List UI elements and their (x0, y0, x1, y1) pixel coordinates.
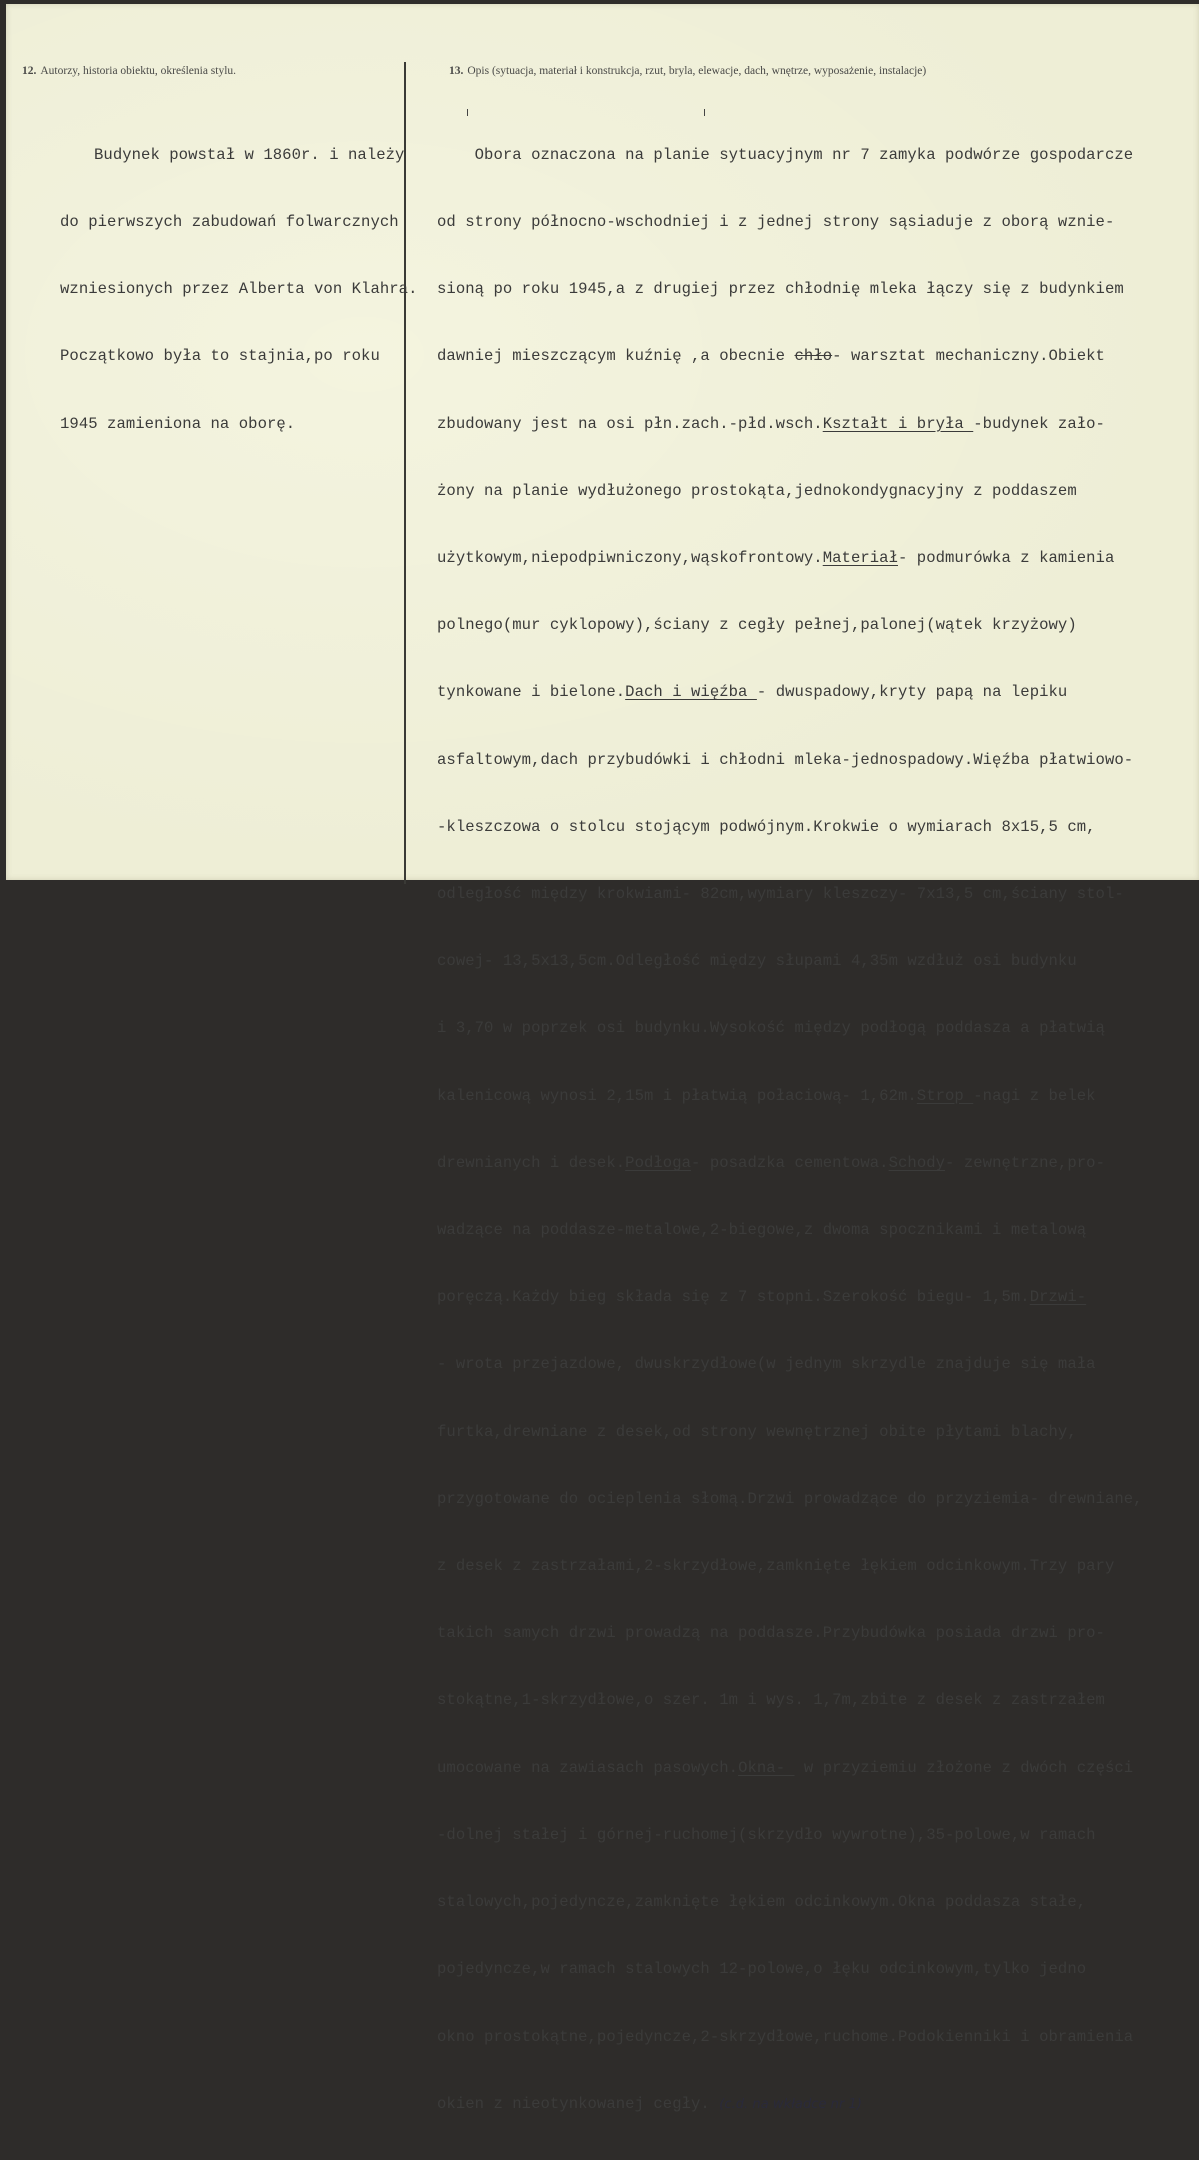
text-line (437, 1891, 1143, 1913)
text-line (437, 144, 1143, 166)
text-line (437, 1353, 1143, 1375)
comma-mark (704, 109, 705, 116)
text-line (437, 413, 1143, 435)
underlined-keyword: Dach i więźba (625, 683, 757, 702)
text-line: 1945 zamieniona na oborę. (60, 414, 296, 433)
section-13-heading (449, 65, 926, 77)
text-segment: w przyziemiu złożone z dwóch części (794, 1758, 1134, 1777)
text-line (437, 1017, 1143, 1039)
text-segment: asfaltowym,dach przybudówki i chłodni mleka-jednospadowy.Więźba płatwiowo- (437, 750, 1134, 769)
text-line (437, 345, 1143, 367)
text-segment: takich samych drzwi prowadzą na poddasze.Przybudówka posiada drzwi pro- (437, 1624, 1105, 1643)
text-line (437, 1555, 1143, 1577)
underlined-keyword: Kształt i bryła (822, 414, 974, 433)
struck-text: chło (794, 347, 833, 366)
text-segment: użytkowym,niepodpiwniczony,wąskofrontowy. (437, 549, 823, 568)
handwritten-note: (c.d. na wkładce nr 1) (719, 2096, 862, 2112)
text-segment: -dolnej stałej i górnej-ruchomej(skrzydło wywrotne),35-polowe,w ramach (437, 1825, 1096, 1844)
text-line (437, 1286, 1143, 1308)
section-12-body (60, 99, 418, 480)
text-line (437, 1689, 1143, 1711)
section-13-title: Opis (sytuacja, materiał i konstrukcja, rzut, bryla, elewacje, dach, wnętrze, wyposażenie, instalacje) (467, 65, 927, 77)
text-line (437, 1958, 1143, 1980)
text-line (437, 749, 1143, 771)
text-segment: kalenicową wynosi 2,15m i płatwią połaciową- 1,62m. (437, 1086, 917, 1105)
underlined-keyword: Drzwi- (1029, 1288, 1087, 1307)
text-segment: dawniej mieszczącym kuźnię ,a obecnie (437, 347, 795, 366)
text-segment: zbudowany jest na osi płn.zach.-płd.wsch. (437, 414, 823, 433)
text-segment: - warsztat mechaniczny.Obiekt (832, 347, 1105, 366)
text-segment: - podmurówka z kamienia (897, 549, 1115, 568)
text-line (437, 614, 1143, 636)
text-segment: - dwuspadowy,kryty papą na lepiku (756, 683, 1068, 702)
text-segment: -nagi z belek (973, 1086, 1096, 1105)
underlined-keyword: Okna- (738, 1758, 795, 1777)
text-segment: drewnianych i desek. (437, 1153, 626, 1172)
text-segment: żony na planie wydłużonego prostokąta,jednokondygnacyjny z poddaszem (437, 481, 1077, 500)
text-segment: - wrota przejazdowe, dwuskrzydłowe(w jednym skrzydle znajduje się mała (437, 1355, 1096, 1374)
text-segment: z desek z zastrzałami,2-skrzydłowe,zamknięte łękiem odcinkowym.Trzy pary (437, 1557, 1115, 1576)
text-line (437, 1757, 1143, 1779)
text-segment: sioną po roku 1945,a z drugiej przez chłodnię mleka łączy się z budynkiem (437, 280, 1124, 299)
text-line (437, 883, 1143, 905)
text-line (437, 547, 1143, 569)
text-line (437, 2026, 1143, 2048)
text-line: do pierwszych zabudowań folwarcznych (60, 213, 399, 232)
text-line (437, 1085, 1143, 1107)
text-segment: - zewnętrzne,pro- (945, 1153, 1105, 1172)
text-segment: i 3,70 w poprzek osi budynku.Wysokość między podłogą poddasza a płatwią (437, 1019, 1105, 1038)
text-line (437, 1152, 1143, 1174)
text-segment: stalowych,pojedyncze,zamknięte łękiem odcinkowym.Okna poddasza stałe, (437, 1893, 1087, 1912)
text-line (437, 2093, 1143, 2115)
underlined-keyword: Podłoga (625, 1153, 692, 1172)
text-line: Początkowo była to stajnia,po roku (60, 347, 380, 366)
comma-mark (467, 109, 468, 116)
section-12-heading (22, 65, 236, 77)
text-segment: pojedyncze,w ramach stalowych 12-polowe,o łęku odcinkowym,tylko jedno (437, 1960, 1087, 1979)
text-line (437, 1824, 1143, 1846)
text-line (437, 1421, 1143, 1443)
text-line (437, 1219, 1143, 1241)
text-line (437, 480, 1143, 502)
text-segment: okno prostokątne,pojedyncze,2-skrzydłowe,ruchome.Podokienniki i obramienia (437, 2027, 1134, 2046)
underlined-keyword: Strop (916, 1086, 974, 1105)
text-segment: furtka,drewniane z desek,od strony wewnętrznej obite płytami blachy, (437, 1422, 1077, 1441)
text-segment: - posadzka cementowa. (691, 1153, 889, 1172)
text-line (437, 950, 1143, 972)
text-segment: cowej- 13,5x13,5cm.Odległość między słupami 4,35m wzdłuż osi budynku (437, 952, 1077, 971)
text-line (437, 211, 1143, 233)
text-segment: polnego(mur cyklopowy),ściany z cegły pełnej,palonej(wątek krzyżowy) (437, 616, 1077, 635)
text-segment: poręczą.Każdy bieg składa się z 7 stopni.Szerokość biegu- 1,5m. (437, 1288, 1030, 1307)
text-line: Budynek powstał w 1860r. i należy (94, 145, 405, 164)
text-segment: wadzące na poddasze-metalowe,2-biegowe,z dwoma spocznikami i metalową (437, 1221, 1087, 1240)
text-segment: tynkowane i bielone. (437, 683, 626, 702)
text-segment: -budynek zało- (973, 414, 1105, 433)
text-line: wzniesionych przez Alberta von Klahra. (60, 280, 418, 299)
document-page (6, 4, 1199, 2113)
text-segment: od strony północno-wschodniej i z jednej strony sąsiaduje z oborą wznie- (437, 213, 1115, 232)
section-13-number: 13. (449, 65, 464, 77)
underlined-keyword: Materiał (822, 549, 898, 568)
text-segment: okien z nieotynkowanej cegły. (437, 2094, 720, 2113)
text-line (437, 816, 1143, 838)
section-13-body (437, 99, 1143, 2160)
text-segment: Obora oznaczona na planie sytuacyjnym nr 7 zamyka podwórze gospodarcze (437, 145, 1134, 164)
section-12-title: Autorzy, historia obiektu, określenia stylu. (40, 65, 237, 77)
text-segment: umocowane na zawiasach pasowych. (437, 1758, 739, 1777)
text-segment: stokątne,1-skrzydłowe,o szer. 1m i wys. 1,7m,zbite z desek z zastrzałem (437, 1691, 1105, 1710)
text-line (437, 1622, 1143, 1644)
section-12-number: 12. (22, 65, 37, 77)
underlined-keyword: Schody (888, 1153, 946, 1172)
text-line (437, 1488, 1143, 1510)
text-line (437, 681, 1143, 703)
text-segment: -kleszczowa o stolcu stojącym podwójnym.Krokwie o wymiarach 8x15,5 cm, (437, 817, 1096, 836)
text-segment: przygotowane do ocieplenia słomą.Drzwi prowadzące do przyziemia- drewniane, (437, 1489, 1143, 1508)
text-line (437, 278, 1143, 300)
text-segment: odległość między krokwiami- 82cm,wymiary kleszczy- 7x13,5 cm,ściany stol- (437, 885, 1124, 904)
